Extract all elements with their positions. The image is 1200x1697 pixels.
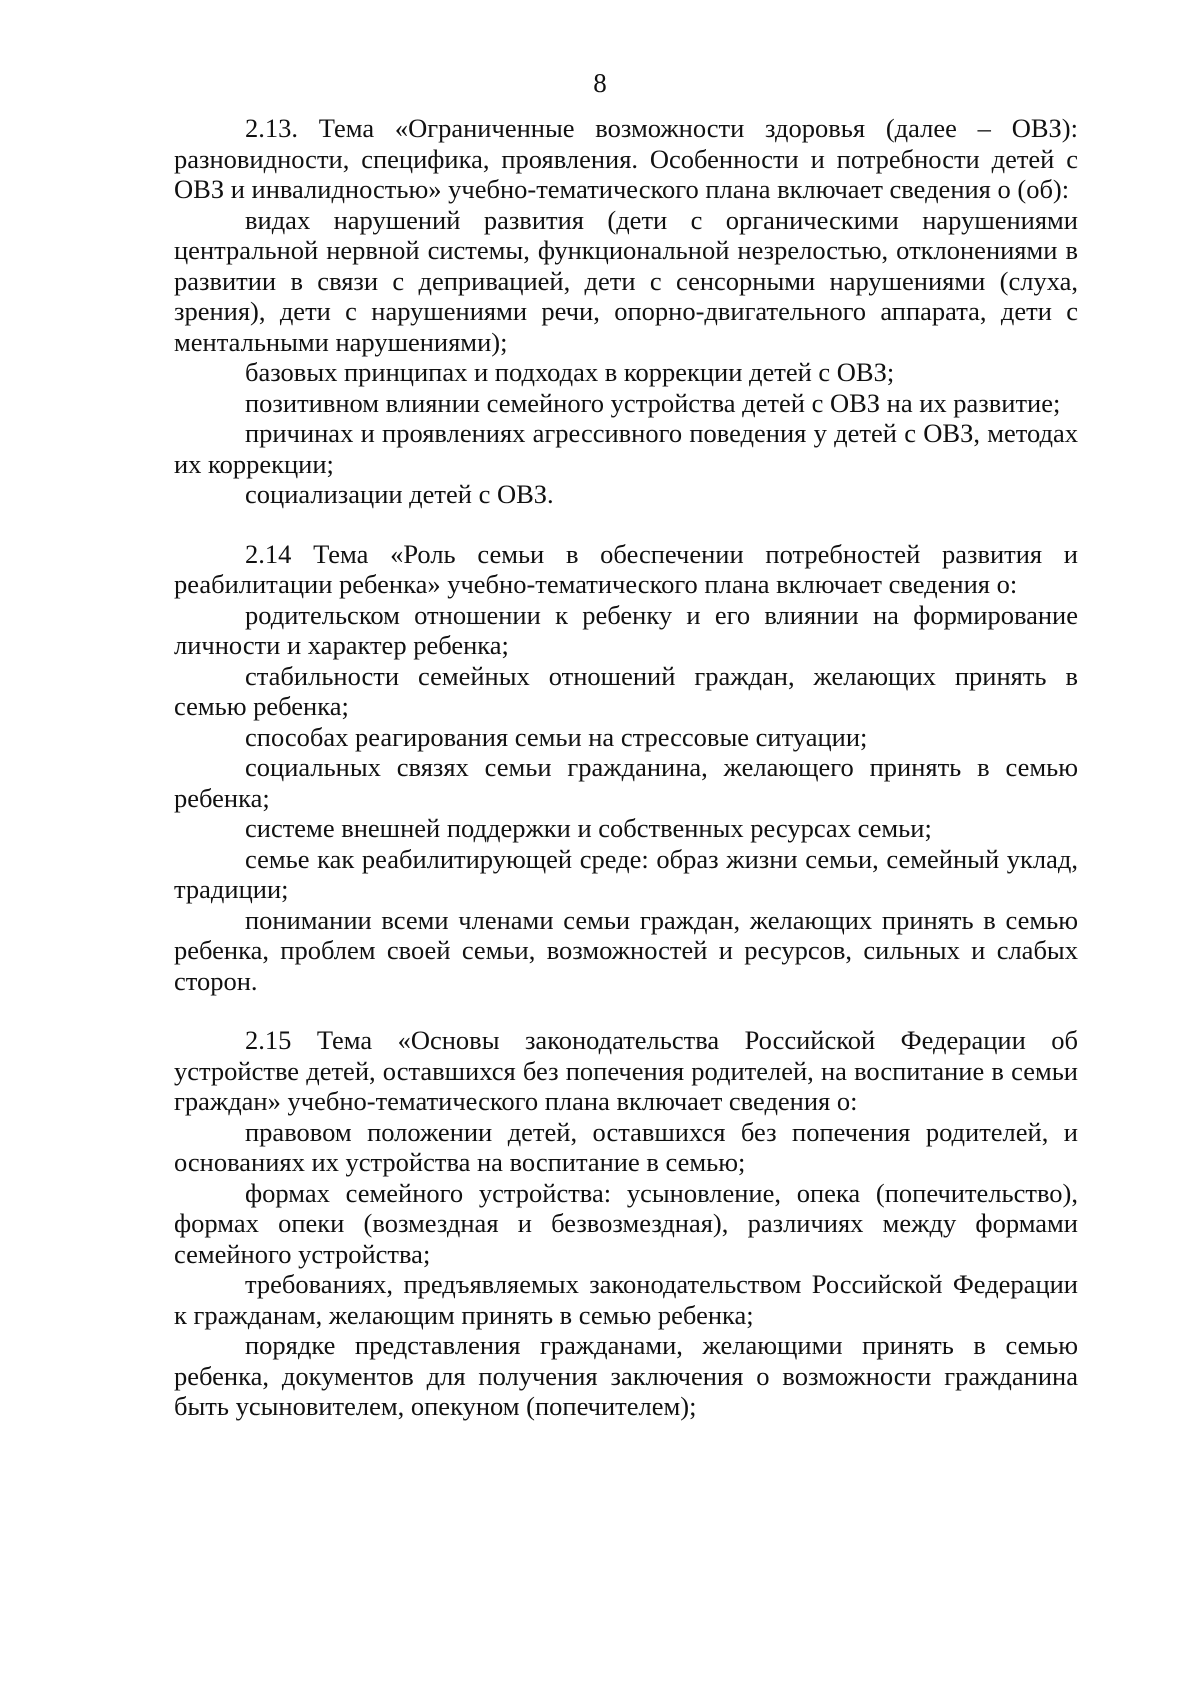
- list-item: системе внешней поддержки и собственных ресурсах семьи;: [245, 813, 932, 843]
- list-item: базовых принципах и подходах в коррекции детей с ОВЗ;: [245, 357, 895, 387]
- list-item: позитивном влиянии семейного устройства детей с ОВЗ на их развитие;: [245, 387, 1061, 418]
- section-heading-2-15: 2.15 Тема «Основы законодательства Российской Федерации об устройстве детей, оставшихся без попечения родителей, на воспитание в семьи граждан» учебно-тематического плана включает сведения о:: [174, 1025, 1078, 1116]
- list-item: порядке представления гражданами, желающими принять в семью ребенка, документов для получения заключения о возможности гражданина быть усыновителем, опекуном (попечителем);: [174, 1330, 1078, 1421]
- section-heading-2-14: 2.14 Тема «Роль семьи в обеспечении потребностей развития и реабилитации ребенка» учебно-тематического плана включает сведения о:: [174, 538, 1078, 599]
- list-item: видах нарушений развития (дети с органическими нарушениями центральной нервной системы, функциональной незрелостью, отклонениями в развитии в связи с депривацией, дети с сенсорными нарушениями (слуха, зрения), дети с нарушениями речи, опорно-двигательного аппарата, дети с ментальными нарушениями);: [174, 204, 1078, 357]
- list-item: понимании всеми членами семьи граждан, желающих принять в семью ребенка, проблем своей семьи, возможностей и ресурсов, сильных и слабых сторон.: [174, 904, 1078, 996]
- list-item: формах семейного устройства: усыновление, опека (попечительство), формах опеки (возмездная и безвозмездная), различиях между формами семейного устройства;: [174, 1177, 1078, 1269]
- list-item: родительском отношении к ребенку и его влиянии на формирование личности и характер ребенка;: [174, 599, 1078, 660]
- list-item: семье как реабилитирующей среде: образ жизни семьи, семейный уклад, традиции;: [174, 843, 1078, 904]
- list-item: требованиях, предъявляемых законодательством Российской Федерации к гражданам, желающим принять в семью ребенка;: [174, 1269, 1078, 1330]
- list-item: причинах и проявлениях агрессивного поведения у детей с ОВЗ, методах их коррекции;: [174, 418, 1078, 479]
- list-item: социальных связях семьи гражданина, желающего принять в семью ребенка;: [174, 752, 1078, 813]
- list-item: способах реагирования семьи на стрессовые ситуации;: [245, 721, 868, 752]
- page-content: [174, 113, 1078, 1422]
- list-item: стабильности семейных отношений граждан, желающих принять в семью ребенка;: [174, 660, 1078, 721]
- list-item: правовом положении детей, оставшихся без попечения родителей, и основаниях их устройства на воспитание в семью;: [174, 1116, 1078, 1177]
- page-number: 8: [593, 68, 607, 98]
- list-item: социализации детей с ОВЗ.: [245, 479, 554, 509]
- section-heading-2-13: 2.13. Тема «Ограниченные возможности здоровья (далее – ОВЗ): разновидности, специфика, проявления. Особенности и потребности детей с ОВЗ и инвалидностью» учебно-тематического плана включает сведения о (об):: [174, 113, 1078, 204]
